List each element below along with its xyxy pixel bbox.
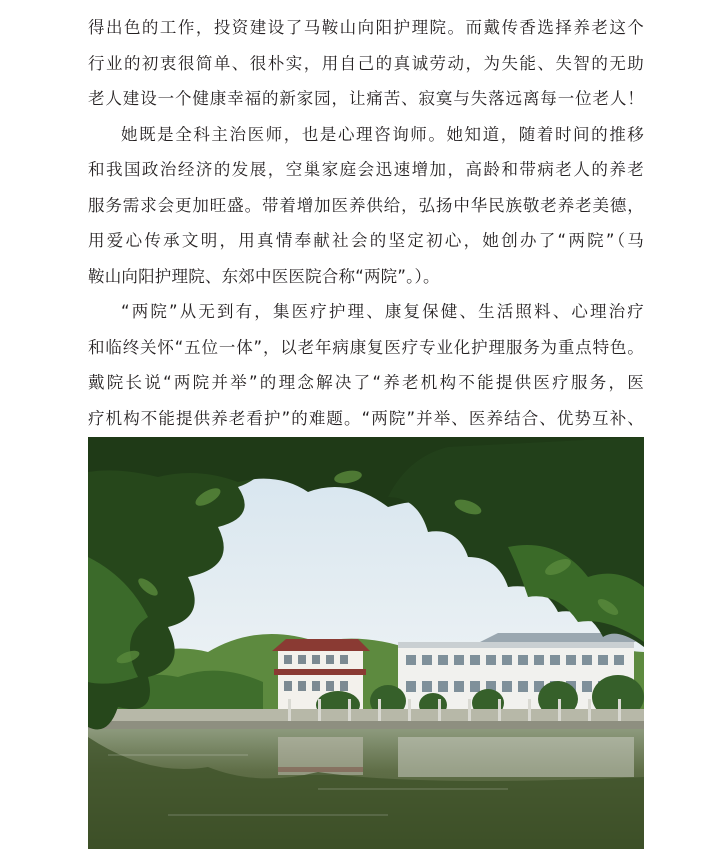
text-line: 用爱心传承文明，用真情奉献社会的坚定初心，她创办了“两院”（马 <box>88 231 644 250</box>
text-line: 和我国政治经济的发展，空巢家庭会迅速增加，高龄和带病老人的养老 <box>88 160 644 179</box>
text-line: 疗机构不能提供养老看护”的难题。“两院”并举、医养结合、优势互补、 <box>88 408 644 428</box>
text-line: 鞍山向阳护理院、东郊中医医院合称“两院”。）。 <box>88 266 440 286</box>
courtyard-pond-photo <box>88 437 644 849</box>
text-line: 行业的初衷很简单、很朴实，用自己的真诚劳动，为失能、失智的无助 <box>88 53 644 73</box>
paragraph-1 <box>88 10 644 117</box>
paragraph-2 <box>88 117 644 295</box>
article-body <box>88 10 644 436</box>
text-line: 老人建设一个健康幸福的新家园，让痛苦、寂寞与失落远离每一位老人！ <box>88 89 644 108</box>
text-line: “两院”从无到有，集医疗护理、康复保健、生活照料、心理治疗 <box>121 302 644 321</box>
paragraph-3 <box>88 294 644 436</box>
text-line: 戴院长说“两院并举”的理念解决了“养老机构不能提供医疗服务，医 <box>88 373 644 392</box>
text-line: 得出色的工作，投资建设了马鞍山向阳护理院。而戴传香选择养老这个 <box>88 18 644 37</box>
text-line: 她既是全科主治医师，也是心理咨询师。她知道，随着时间的推移 <box>121 124 644 144</box>
text-line: 服务需求会更加旺盛。带着增加医养供给，弘扬中华民族敬老养老美德， <box>88 195 644 215</box>
text-line: 和临终关怀“五位一体”，以老年病康复医疗专业化护理服务为重点特色。 <box>88 337 644 357</box>
